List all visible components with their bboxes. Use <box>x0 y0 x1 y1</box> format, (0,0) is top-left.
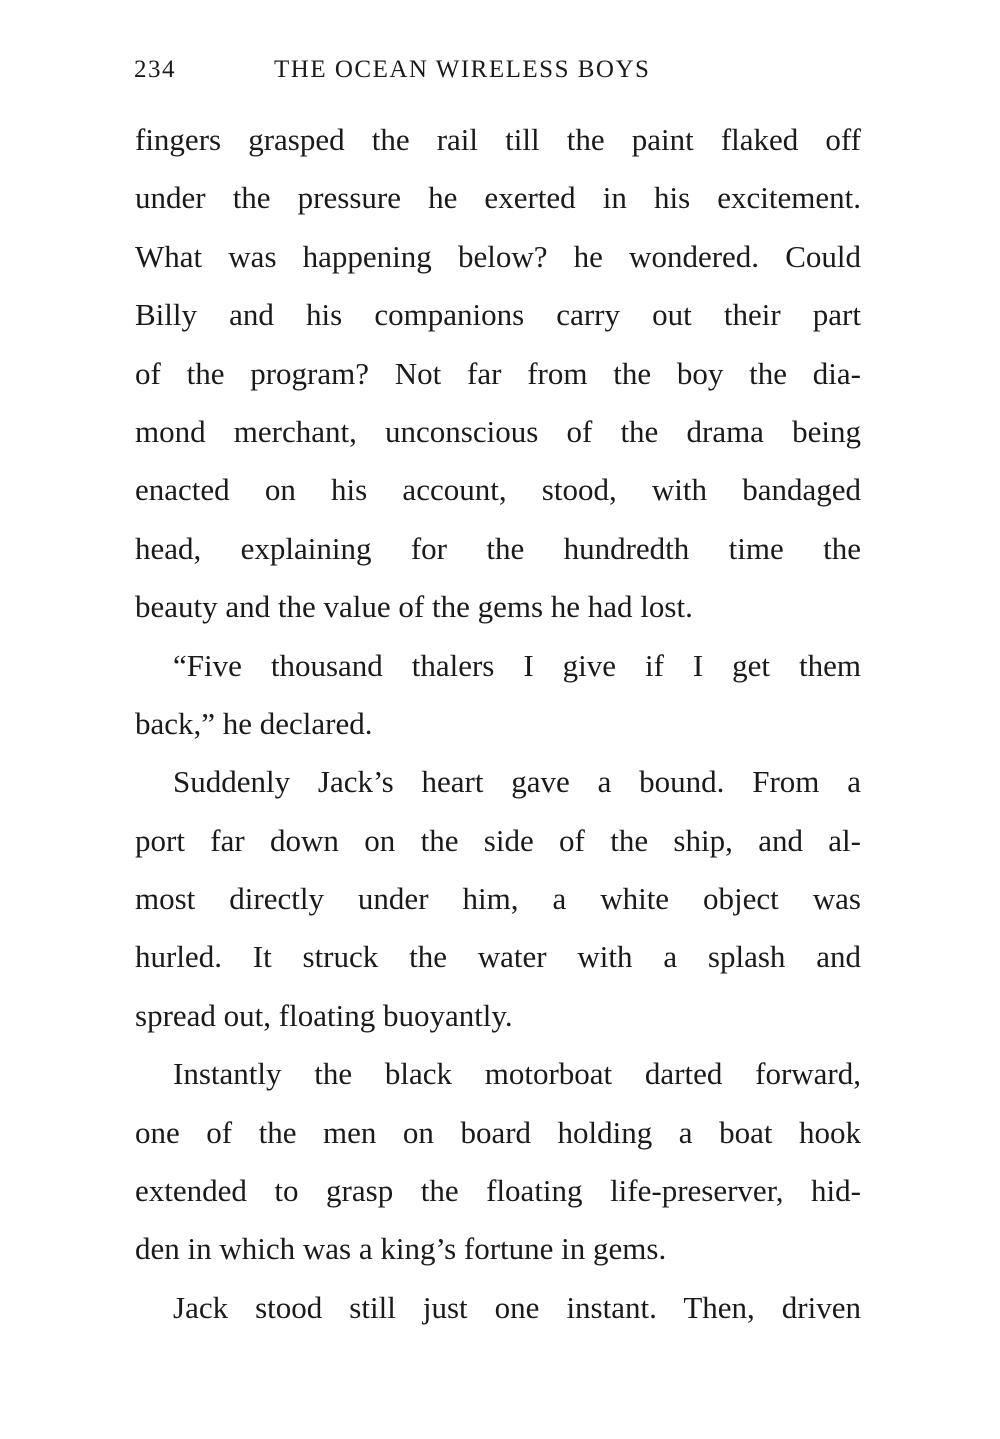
text-line: back,” he declared. <box>135 705 373 741</box>
text-line: den in which was a king’s fortune in gems. <box>135 1231 667 1267</box>
paragraph-white-object <box>135 753 861 1045</box>
text-line: most directly under him, a white object was <box>135 881 861 917</box>
text-line: spread out, floating buoyantly. <box>135 997 513 1033</box>
text-line: Billy and his companions carry out their part <box>135 297 861 333</box>
text-line: mond merchant, unconscious of the drama being <box>135 413 861 449</box>
text-line: extended to grasp the floating life-preserver, hid- <box>135 1173 861 1209</box>
text-line: What was happening below? he wondered. Could <box>135 238 861 274</box>
page-number: 234 <box>134 56 176 83</box>
text-line: port far down on the side of the ship, and al- <box>135 822 861 858</box>
text-line: “Five thousand thalers I give if I get them <box>173 647 861 683</box>
text-line: of the program? Not far from the boy the dia- <box>135 355 861 391</box>
text-line: beauty and the value of the gems he had lost. <box>135 589 693 625</box>
text-line: head, explaining for the hundredth time the <box>135 530 861 566</box>
text-line: Jack stood still just one instant. Then, driven <box>173 1289 861 1325</box>
book-title: THE OCEAN WIRELESS BOYS <box>274 56 651 83</box>
text-line: Suddenly Jack’s heart gave a bound. From a <box>173 764 861 800</box>
text-line: one of the men on board holding a boat hook <box>135 1114 861 1150</box>
text-line: enacted on his account, stood, with bandaged <box>135 472 861 508</box>
text-line: fingers grasped the rail till the paint flaked off <box>135 122 861 157</box>
text-line: Instantly the black motorboat darted forward, <box>173 1056 861 1092</box>
running-head <box>134 56 860 90</box>
text-line: under the pressure he exerted in his excitement. <box>135 180 861 216</box>
paragraph-motorboat <box>135 1045 861 1279</box>
paragraph-dialogue <box>135 637 861 754</box>
body-text <box>135 111 861 1337</box>
text-line: hurled. It struck the water with a splash and <box>135 939 861 975</box>
paragraph-continuation <box>135 111 861 637</box>
paragraph-jack-stood <box>135 1279 861 1337</box>
